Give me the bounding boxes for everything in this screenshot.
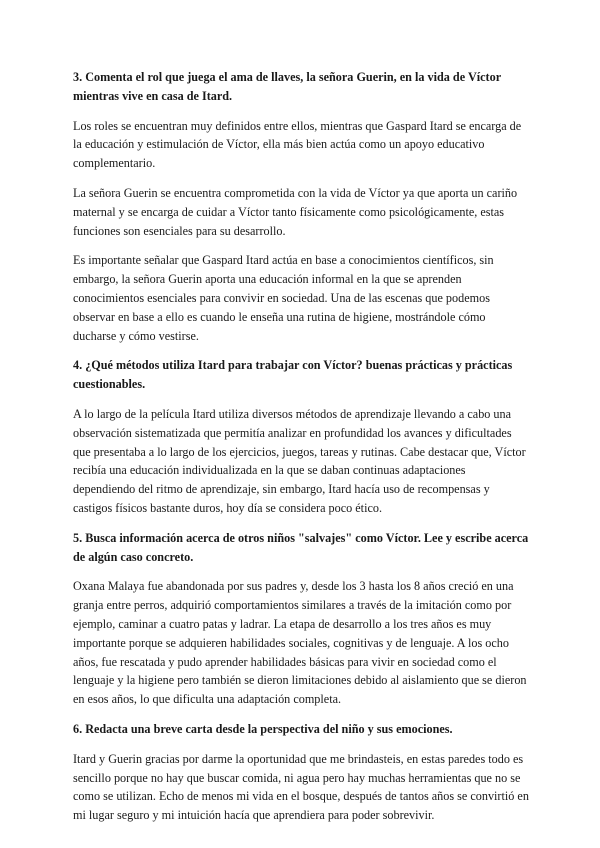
- section-6: [73, 720, 529, 825]
- question-heading: 5. Busca información acerca de otros niños "salvajes" como Víctor. Lee y escribe acerca de algún caso concreto.: [73, 530, 529, 564]
- section-3: [73, 68, 529, 345]
- document-page: [73, 68, 529, 836]
- paragraph: Los roles se encuentran muy definidos entre ellos, mientras que Gaspard Itard se encarga de la educación y estimulación de Víctor, ella más bien actúa como un apoyo educativo complementario.: [73, 118, 522, 171]
- section-5: [73, 529, 529, 709]
- question-heading: 3. Comenta el rol que juega el ama de llaves, la señora Guerin, en la vida de Víctor mientras vive en casa de Itard.: [73, 70, 501, 103]
- paragraph: La señora Guerin se encuentra comprometida con la vida de Víctor ya que aporta un cariño maternal y se encarga de cuidar a Víctor tanto físicamente como psicológicamente, estas funciones son esenciales para su desarrollo.: [73, 185, 518, 238]
- paragraph: A lo largo de la película Itard utiliza diversos métodos de aprendizaje llevando a cabo una observación sistematizada que permitía analizar en profundidad los avances y dificultades que presentaba a lo largo de los ejercicios, juegos, tareas y rutinas. Cabe destacar que, Víctor recibía una educación individualizada en la que se daban continuas adaptaciones dependiendo del ritmo de aprendizaje, sin embargo, Itard hacía uso de recompensas y castigos físicos bastante duros, hoy día se considera poco ético.: [73, 406, 526, 515]
- question-heading: 4. ¿Qué métodos utiliza Itard para trabajar con Víctor? buenas prácticas y prácticas cuestionables.: [73, 358, 513, 392]
- paragraph: Oxana Malaya fue abandonada por sus padres y, desde los 3 hasta los 8 años creció en una granja entre perros, adquirió comportamientos similares a través de la imitación como por ejemplo, caminar a cuatro patas y ladrar. La etapa de desarrollo a los tres años es muy importante porque se adquieren habilidades sociales, cognitivas y de lenguaje. A los ocho años, fue rescatada y pudo aprender habilidades básicas para vivir en sociedad como el lenguaje y la higiene pero también se dieron limitaciones debido al aislamiento que se dieron en esos años, lo que dificulta una adaptación completa.: [73, 579, 527, 707]
- paragraph: Es importante señalar que Gaspard Itard actúa en base a conocimientos científicos, sin embargo, la señora Guerin aporta una educación informal en la que se aprenden conocimientos esenciales para convivir en sociedad. Una de las escenas que podemos observar en base a ello es cuando le enseña una rutina de higiene, mostrándole cómo ducharse y cómo vestirse.: [73, 253, 494, 343]
- question-heading: 6. Redacta una breve carta desde la perspectiva del niño y sus emociones.: [73, 721, 453, 736]
- paragraph: Itard y Guerin gracias por darme la oportunidad que me brindasteis, en estas paredes todo es sencillo porque no hay que buscar comida, ni agua pero hay muchas herramientas que no se como se utilizan. Echo de menos mi vida en el bosque, después de tantos años se convirtió en mi lugar seguro y mi intuición hacía que aprendiera para poder sobrevivir.: [73, 751, 529, 823]
- section-4: [73, 356, 529, 517]
